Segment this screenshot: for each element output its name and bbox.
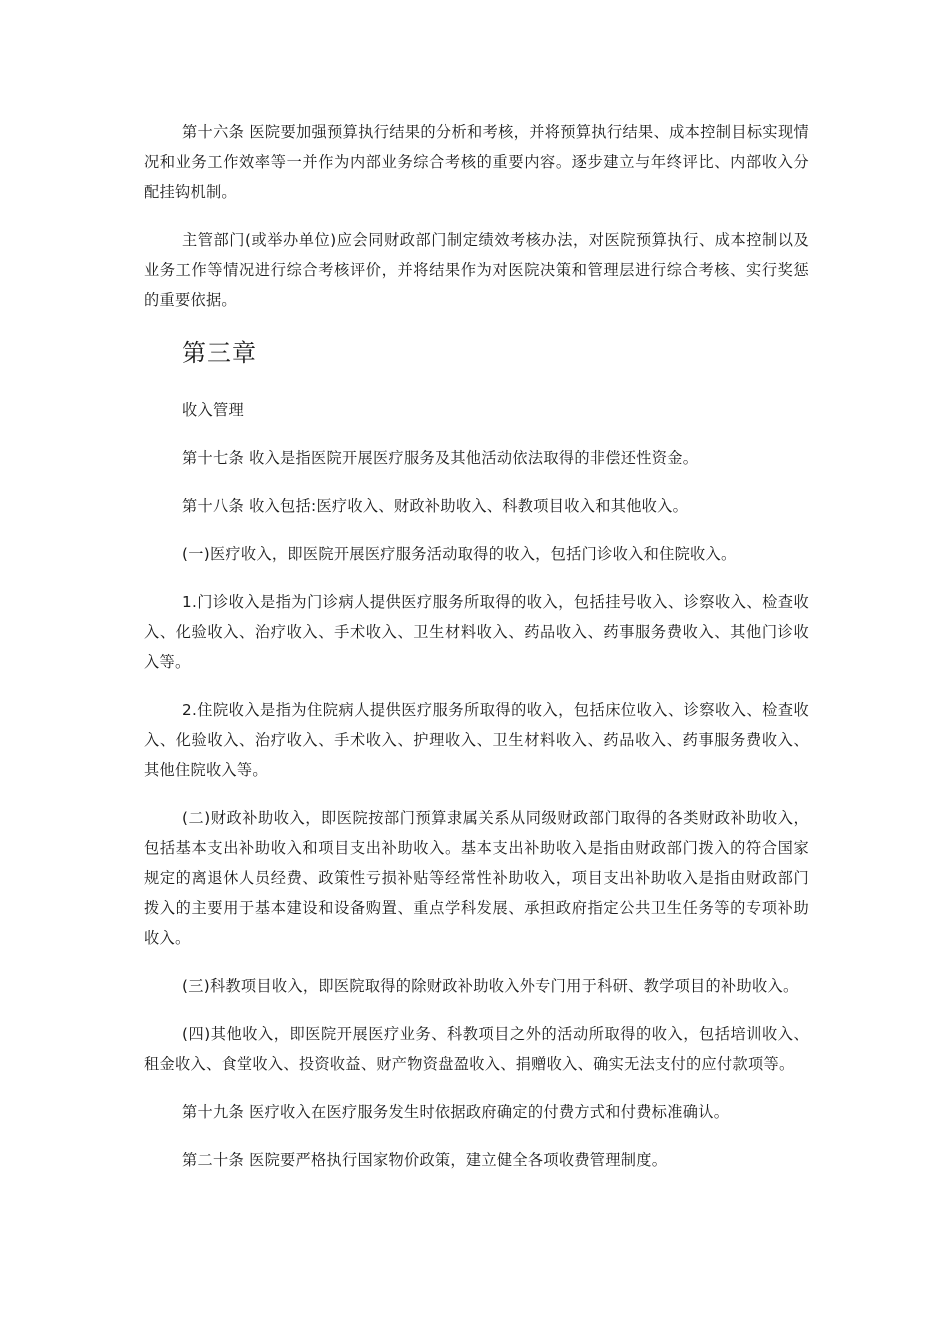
paragraph-other-income: (四)其他收入，即医院开展医疗业务、科教项目之外的活动所取得的收入，包括培训收入、租金收入、食堂收入、投资收益、财产物资盘盈收入、捐赠收入、确实无法支付的应付款项等。 [144,1025,809,1073]
paragraph-medical-income: (一)医疗收入，即医院开展医疗服务活动取得的收入，包括门诊收入和住院收入。 [182,545,737,563]
section-title: 收入管理 [182,401,244,419]
paragraph-supervisor-assessment: 主管部门(或举办单位)应会同财政部门制定绩效考核办法，对医院预算执行、成本控制以及业务工作等情况进行综合考核评价，并将结果作为对医院决策和管理层进行综合考核、实行奖惩的重要依据。 [144,231,809,309]
paragraph-inpatient-income: 2.住院收入是指为住院病人提供医疗服务所取得的收入，包括床位收入、诊察收入、检查收入、化验收入、治疗收入、手术收入、护理收入、卫生材料收入、药品收入、药事服务费收入、其他住院收入等。 [144,701,809,779]
paragraph-article-16: 第十六条 医院要加强预算执行结果的分析和考核，并将预算执行结果、成本控制目标实现情况和业务工作效率等一并作为内部业务综合考核的重要内容。逐步建立与年终评比、内部收入分配挂钩机制。 [144,123,809,201]
paragraph-outpatient-income: 1.门诊收入是指为门诊病人提供医疗服务所取得的收入，包括挂号收入、诊察收入、检查收入、化验收入、治疗收入、手术收入、卫生材料收入、药品收入、药事服务费收入、其他门诊收入等。 [144,593,809,671]
paragraph-article-18: 第十八条 收入包括:医疗收入、财政补助收入、科教项目收入和其他收入。 [182,497,689,515]
document-page [144,117,809,1193]
paragraph-fiscal-subsidy: (二)财政补助收入，即医院按部门预算隶属关系从同级财政部门取得的各类财政补助收入，包括基本支出补助收入和项目支出补助收入。基本支出补助收入是指由财政部门拨入的符合国家规定的离退休人员经费、政策性亏损补贴等经常性补助收入，项目支出补助收入是指由财政部门拨入的主要用于基本建设和设备购置、重点学科发展、承担政府指定公共卫生任务等的专项补助收入。 [144,809,809,947]
paragraph-article-19: 第十九条 医疗收入在医疗服务发生时依据政府确定的付费方式和付费标准确认。 [182,1103,730,1121]
paragraph-research-income: (三)科教项目收入，即医院取得的除财政补助收入外专门用于科研、教学项目的补助收入。 [182,977,799,995]
paragraph-article-17: 第十七条 收入是指医院开展医疗服务及其他活动依法取得的非偿还性资金。 [182,449,699,467]
chapter-title: 第三章 [182,339,257,367]
paragraph-article-20: 第二十条 医院要严格执行国家物价政策，建立健全各项收费管理制度。 [182,1151,668,1169]
